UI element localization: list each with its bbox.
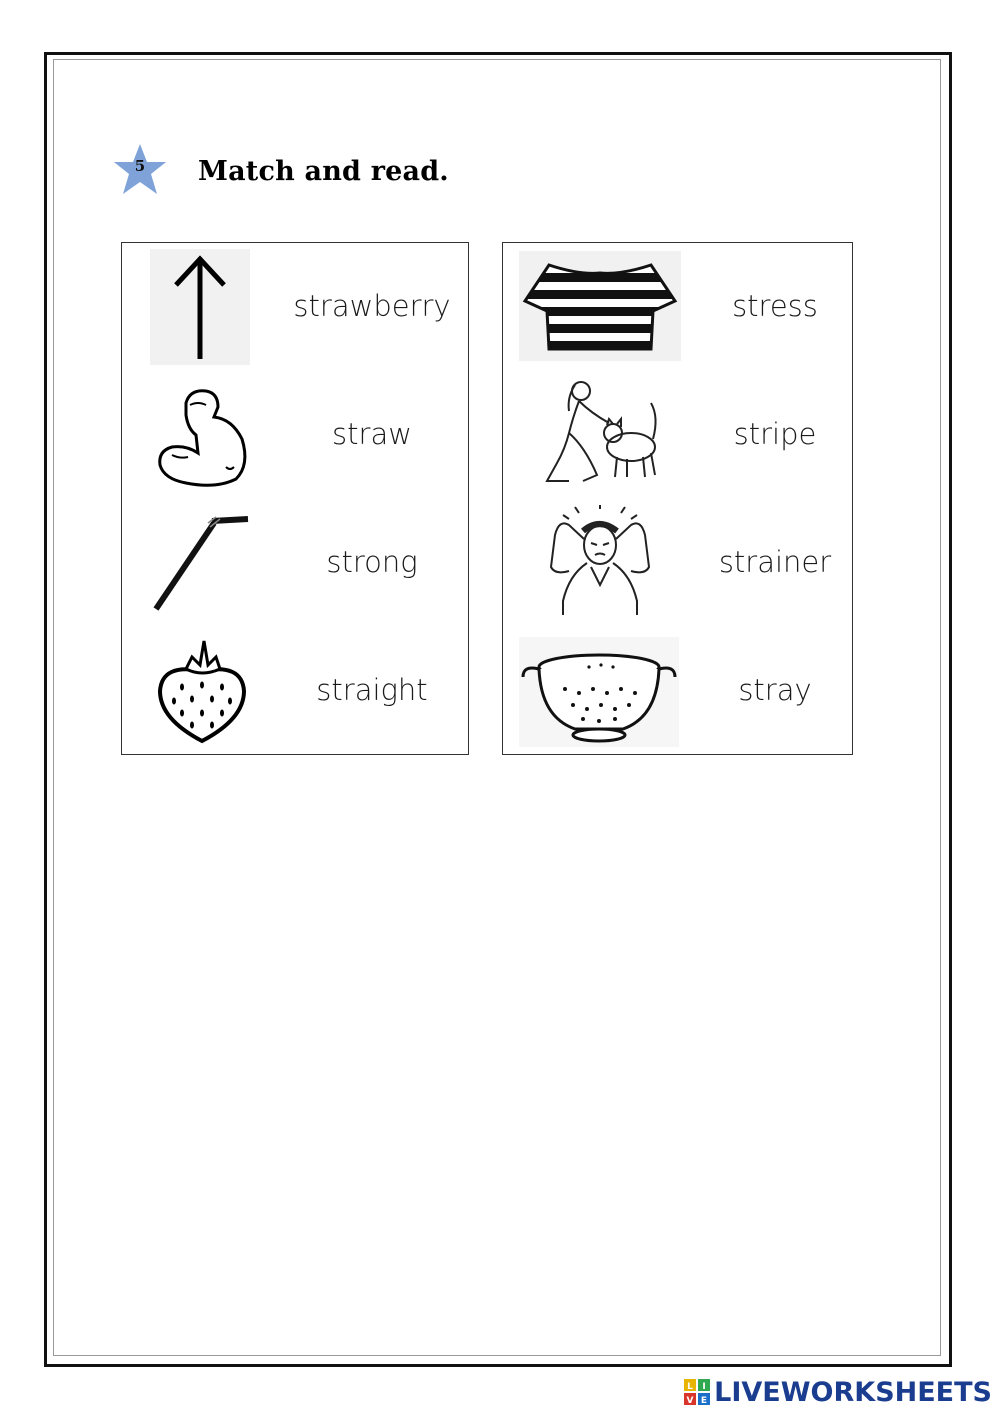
word-stress[interactable]: stress <box>732 289 818 323</box>
arrow-up-icon <box>150 249 250 365</box>
girl-petting-cat-icon <box>539 377 663 489</box>
drinking-straw-icon <box>150 511 254 613</box>
colander-icon <box>519 637 679 747</box>
word-strong[interactable]: strong <box>326 545 418 579</box>
logo-letter-v: V <box>686 1396 694 1405</box>
word-strainer[interactable]: strainer <box>718 545 832 579</box>
live-logo-icon <box>684 1379 710 1405</box>
right-word-card <box>502 242 853 755</box>
word-straight[interactable]: straight <box>316 673 428 707</box>
exercise-number-badge <box>112 142 168 198</box>
striped-shirt-icon <box>519 251 681 361</box>
exercise-number: 5 <box>134 157 146 175</box>
stressed-woman-icon <box>539 505 661 617</box>
word-stray[interactable]: stray <box>738 673 812 707</box>
flexed-arm-icon <box>146 375 256 493</box>
exercise-title: Match and read. <box>198 156 449 187</box>
word-strawberry[interactable]: strawberry <box>293 289 451 323</box>
left-word-card <box>121 242 469 755</box>
logo-letter-e: E <box>701 1396 708 1405</box>
word-straw[interactable]: straw <box>332 417 412 451</box>
word-stripe[interactable]: stripe <box>733 417 817 451</box>
strawberry-icon <box>152 635 252 745</box>
logo-letter-i: I <box>702 1382 706 1392</box>
brand-name: LIVEWORKSHEETS <box>714 1376 992 1408</box>
logo-letter-l: L <box>687 1382 694 1392</box>
liveworksheets-logo[interactable] <box>684 1377 992 1407</box>
